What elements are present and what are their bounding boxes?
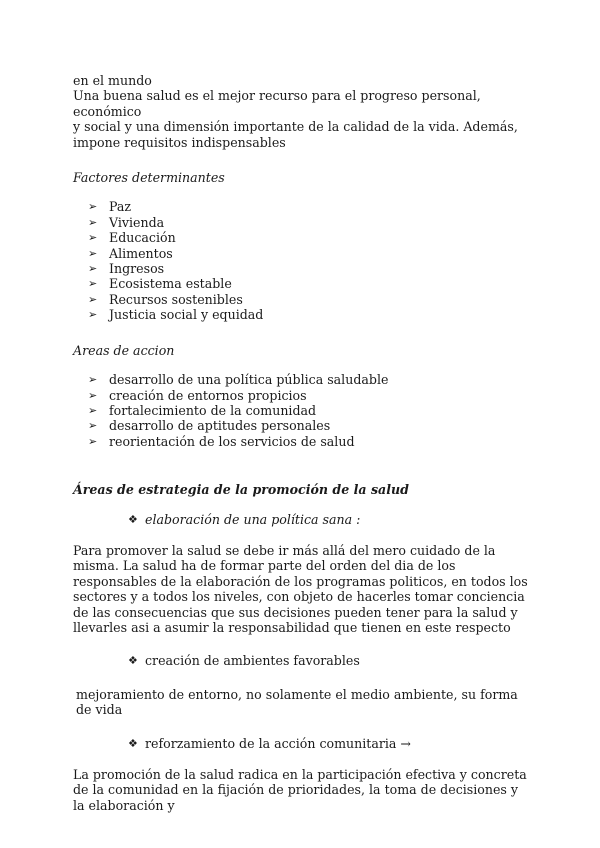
intro-line: impone requisitos indispensables (73, 134, 286, 150)
diamond-bullet-icon: ❖ (128, 736, 138, 750)
strategy-paragraph: mejoramiento de entorno, no solamente el medio ambiente, su forma de vida (76, 686, 518, 718)
intro-line: en el mundo (73, 73, 152, 88)
strategy-paragraph: La promoción de la salud radica en la participación efectiva y concreta de la comunidad en la fijación de prioridades, la toma de decisiones y la elaboración y (73, 767, 527, 813)
strategy-item (73, 736, 533, 751)
factores-heading: Factores determinantes (73, 170, 225, 186)
list-item: ➢ Ingresos (88, 261, 533, 276)
section-title: Áreas de estrategia de la promoción de la salud (73, 482, 409, 498)
list-item: ➢ Educación (88, 230, 533, 245)
diamond-bullet-icon: ❖ (128, 654, 138, 668)
list-item: ➢ reorientación de los servicios de salud (88, 434, 533, 449)
strategy-item-label: creación de ambientes favorables (145, 653, 360, 669)
factores-list (73, 199, 533, 322)
list-item: ➢ fortalecimiento de la comunidad (88, 403, 533, 418)
intro-line: Una buena salud es el mejor recurso para el progreso personal, económico (73, 88, 481, 119)
list-item: ➢ Paz (88, 199, 533, 214)
list-item: ➢ desarrollo de aptitudes personales (88, 418, 533, 433)
intro-paragraph (73, 73, 533, 150)
strategy-item (73, 653, 533, 668)
strategy-item-label: reforzamiento de la acción comunitaria → (145, 735, 411, 751)
list-item: ➢ Ecosistema estable (88, 276, 533, 291)
list-item: ➢ desarrollo de una política pública saludable (88, 372, 533, 387)
areas-heading: Areas de accion (73, 342, 175, 358)
list-item: ➢ Vivienda (88, 215, 533, 230)
list-item: ➢ Justicia social y equidad (88, 307, 533, 322)
list-item: ➢ Recursos sostenibles (88, 292, 533, 307)
strategy-paragraph: Para promover la salud se debe ir más allá del mero cuidado de la misma. La salud ha de formar parte del orden del dia de los responsables de la elaboración de los programas politicos, en todos los sectores y a todos los niveles, con objeto de hacerles tomar conciencia de las consecuencias que sus decisiones pueden tener para la salud y llevarles asi a asumir la responsabilidad que tienen en este respecto (73, 542, 528, 635)
document-page (73, 73, 533, 813)
strategy-item (73, 512, 533, 527)
intro-line: y social y una dimensión importante de la calidad de la vida. Además, (73, 119, 518, 135)
list-item: ➢ creación de entornos propicios (88, 388, 533, 403)
diamond-bullet-icon: ❖ (128, 512, 138, 526)
list-item: ➢ Alimentos (88, 246, 533, 261)
strategy-item-label: elaboración de una política sana : (145, 511, 361, 527)
areas-list (73, 372, 533, 449)
